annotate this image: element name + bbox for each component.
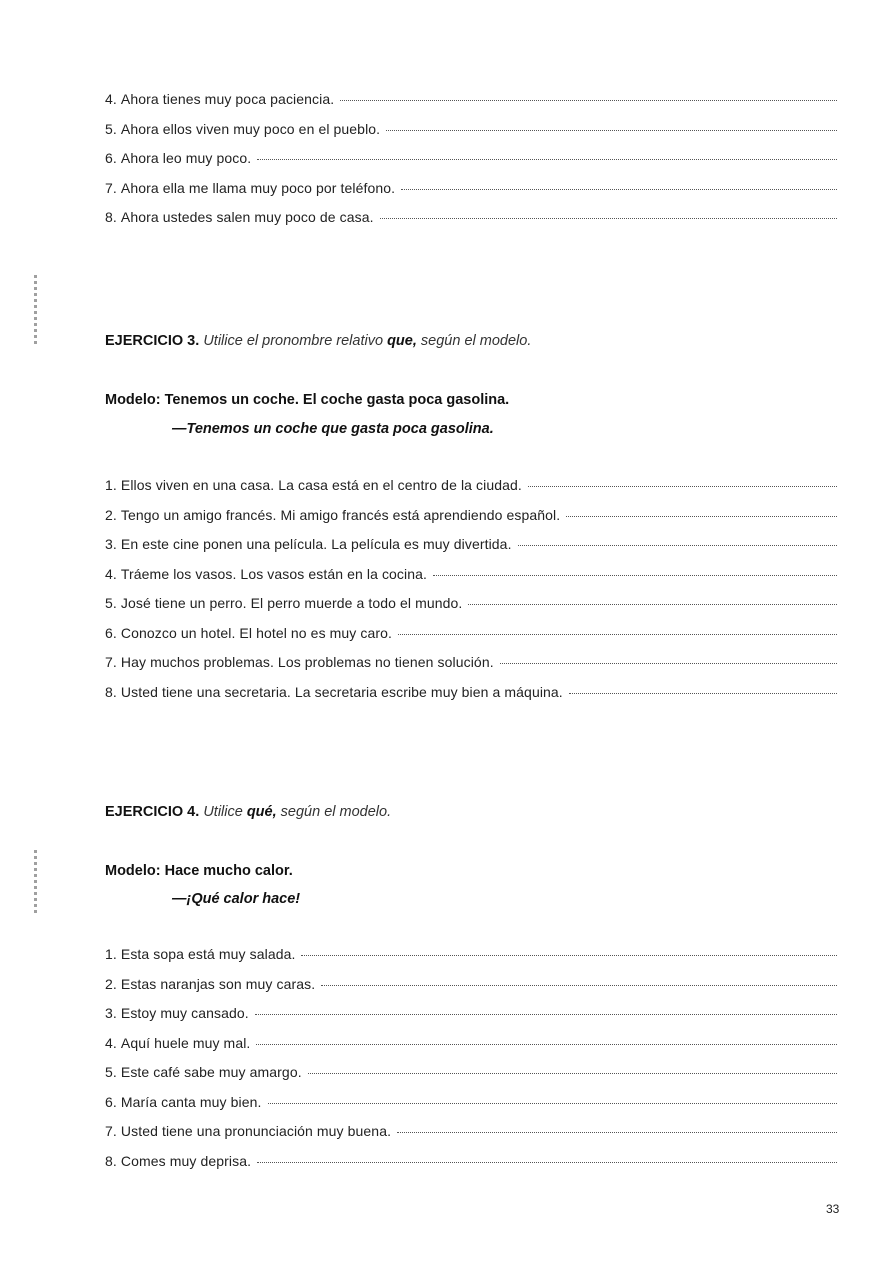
item-number: 6.: [105, 624, 117, 641]
answer-blank[interactable]: [433, 575, 837, 576]
item-text: Ahora ustedes salen muy poco de casa.: [120, 209, 374, 225]
top-exercise-list: [105, 91, 837, 239]
answer-blank[interactable]: [401, 189, 837, 190]
answer-blank[interactable]: [386, 130, 837, 131]
list-item: [105, 684, 837, 714]
item-text: Conozco un hotel. El hotel no es muy caro.: [120, 624, 393, 641]
list-item: [105, 595, 837, 625]
answer-blank[interactable]: [255, 1014, 837, 1015]
item-text: Estas naranjas son muy caras.: [120, 975, 316, 992]
item-number: 3.: [105, 536, 117, 552]
scan-margin-mark: [34, 850, 37, 915]
list-item: [105, 946, 837, 976]
exercise-3-list: [105, 477, 837, 713]
list-item: [105, 180, 837, 210]
item-text: Ahora ellos viven muy poco en el pueblo.: [120, 120, 381, 137]
item-number: 7.: [105, 654, 117, 670]
answer-blank[interactable]: [257, 159, 837, 160]
answer-blank[interactable]: [256, 1044, 837, 1045]
item-text: Este café sabe muy amargo.: [120, 1064, 302, 1080]
item-text: Comes muy deprisa.: [120, 1152, 252, 1169]
answer-blank[interactable]: [301, 955, 837, 956]
item-text: Ahora tienes muy poca paciencia.: [120, 91, 335, 107]
item-number: 4.: [105, 565, 117, 582]
exercise-label: EJERCICIO 4.: [105, 804, 200, 820]
exercise-instruction-end: según el modelo.: [420, 333, 532, 349]
answer-blank[interactable]: [569, 693, 837, 694]
item-text: Tengo un amigo francés. Mi amigo francés está aprendiendo español.: [120, 506, 561, 523]
item-number: 6.: [105, 1093, 117, 1110]
item-number: 3.: [105, 1005, 117, 1021]
item-number: 6.: [105, 150, 117, 166]
list-item: [105, 477, 837, 507]
exercise-keyword: que,: [387, 333, 417, 349]
answer-blank[interactable]: [398, 634, 837, 635]
item-number: 5.: [105, 120, 117, 137]
exercise-3-model: Modelo: Tenemos un coche. El coche gasta poca gasolina.: [105, 392, 510, 408]
exercise-label: EJERCICIO 3.: [105, 333, 200, 349]
answer-blank[interactable]: [257, 1162, 837, 1163]
exercise-4-heading: [105, 804, 391, 820]
item-number: 8.: [105, 683, 117, 700]
item-text: Ellos viven en una casa. La casa está en el centro de la ciudad.: [120, 477, 522, 493]
list-item: [105, 121, 837, 151]
list-item: [105, 1064, 837, 1094]
item-text: María canta muy bien.: [120, 1093, 262, 1110]
item-text: Hay muchos problemas. Los problemas no tienen solución.: [120, 654, 494, 670]
item-number: 7.: [105, 1123, 117, 1139]
item-text: Usted tiene una secretaria. La secretaria escribe muy bien a máquina.: [120, 683, 563, 700]
item-number: 2.: [105, 975, 117, 992]
answer-blank[interactable]: [528, 486, 837, 487]
answer-blank[interactable]: [518, 545, 837, 546]
list-item: [105, 507, 837, 537]
item-number: 7.: [105, 179, 117, 196]
exercise-4-list: [105, 946, 837, 1182]
exercise-4-model: Modelo: Hace mucho calor.: [105, 863, 293, 879]
answer-blank[interactable]: [500, 663, 837, 664]
item-text: José tiene un perro. El perro muerde a todo el mundo.: [120, 595, 463, 611]
item-text: Ahora ella me llama muy poco por teléfono.: [120, 179, 396, 196]
item-number: 1.: [105, 477, 117, 493]
list-item: [105, 1123, 837, 1153]
answer-blank[interactable]: [268, 1103, 837, 1104]
item-text: Usted tiene una pronunciación muy buena.: [120, 1123, 392, 1139]
answer-blank[interactable]: [566, 516, 837, 517]
page-number: 33: [826, 1202, 840, 1216]
item-number: 8.: [105, 1152, 117, 1169]
item-number: 5.: [105, 595, 117, 611]
list-item: [105, 91, 837, 121]
list-item: [105, 1153, 837, 1183]
exercise-instruction-end: según el modelo.: [280, 804, 392, 820]
item-text: Tráeme los vasos. Los vasos están en la cocina.: [120, 565, 428, 582]
answer-blank[interactable]: [468, 604, 837, 605]
item-text: Estoy muy cansado.: [120, 1005, 249, 1021]
item-text: Aquí huele muy mal.: [120, 1034, 251, 1051]
answer-blank[interactable]: [340, 100, 837, 101]
exercise-instruction: Utilice: [203, 804, 243, 820]
list-item: [105, 976, 837, 1006]
exercise-3-model-answer: —Tenemos un coche que gasta poca gasolina.: [172, 421, 494, 437]
list-item: [105, 1005, 837, 1035]
item-number: 2.: [105, 506, 117, 523]
item-number: 4.: [105, 91, 117, 107]
list-item: [105, 1035, 837, 1065]
answer-blank[interactable]: [397, 1132, 837, 1133]
list-item: [105, 566, 837, 596]
answer-blank[interactable]: [308, 1073, 837, 1074]
item-number: 4.: [105, 1034, 117, 1051]
item-text: Ahora leo muy poco.: [120, 150, 252, 166]
exercise-4-model-answer: —¡Qué calor hace!: [172, 891, 301, 907]
item-text: En este cine ponen una película. La película es muy divertida.: [120, 536, 512, 552]
answer-blank[interactable]: [321, 985, 837, 986]
list-item: [105, 1094, 837, 1124]
list-item: [105, 536, 837, 566]
list-item: [105, 625, 837, 655]
list-item: [105, 209, 837, 239]
list-item: [105, 654, 837, 684]
item-number: 1.: [105, 946, 117, 962]
exercise-instruction: Utilice el pronombre relativo: [203, 333, 384, 349]
exercise-3-heading: [105, 333, 531, 349]
list-item: [105, 150, 837, 180]
item-text: Esta sopa está muy salada.: [120, 946, 296, 962]
item-number: 5.: [105, 1064, 117, 1080]
answer-blank[interactable]: [380, 218, 837, 219]
item-number: 8.: [105, 209, 117, 225]
exercise-keyword: qué,: [246, 804, 277, 820]
scan-margin-mark: [34, 275, 37, 345]
